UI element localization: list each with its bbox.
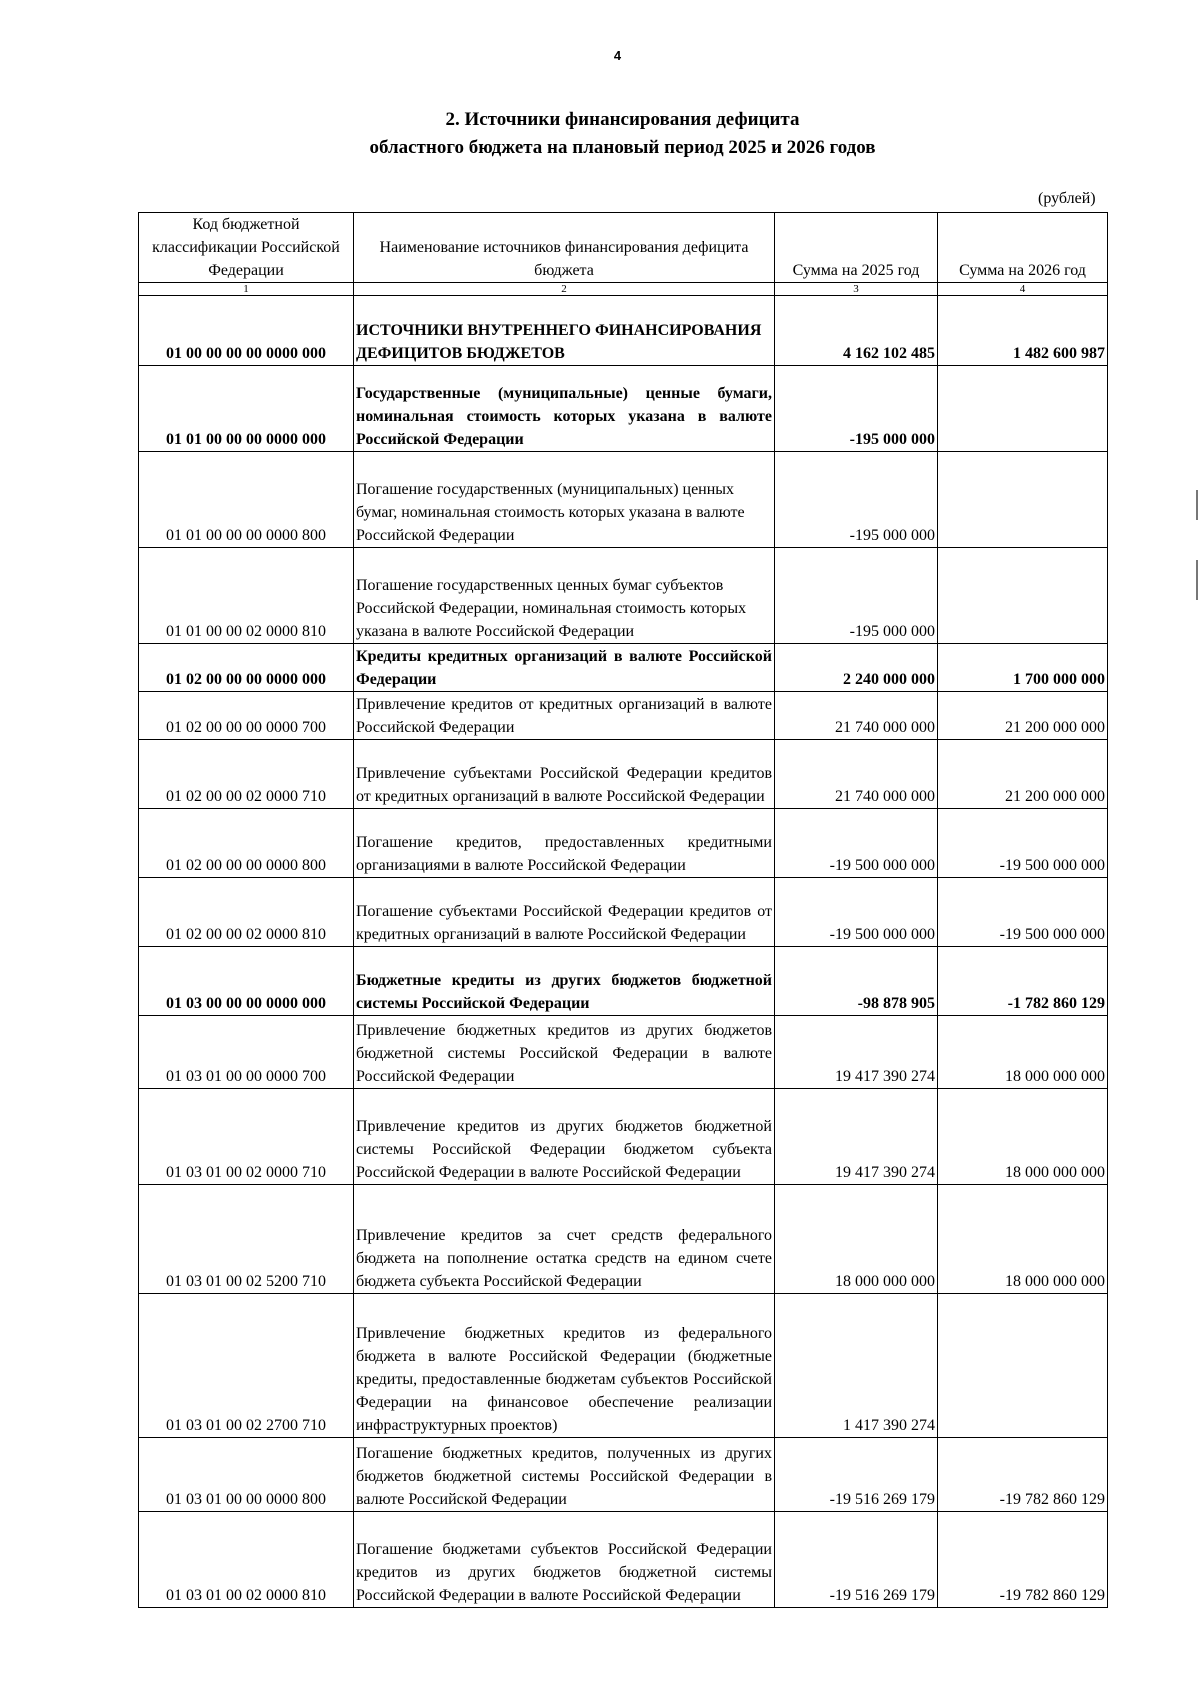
scan-edge-mark: [1196, 560, 1198, 600]
financing-sources-table: [138, 212, 1108, 1608]
row-sum-2026: 1 700 000 000: [938, 644, 1108, 692]
row-name: Привлечение бюджетных кредитов из других бюджетов бюджетной системы Российской Федерации в валюте Российской Федерации: [354, 1016, 775, 1089]
row-code: 01 02 00 00 02 0000 810: [139, 878, 354, 947]
row-name: Кредиты кредитных организаций в валюте Российской Федерации: [354, 644, 775, 692]
row-sum-2026: 21 200 000 000: [938, 692, 1108, 740]
header-sum-2025: Сумма на 2025 год: [775, 213, 938, 283]
row-sum-2025: 21 740 000 000: [775, 740, 938, 809]
row-sum-2026: -1 782 860 129: [938, 947, 1108, 1016]
column-number: 2: [354, 283, 775, 296]
scan-edge-mark: [1196, 490, 1198, 520]
row-name: Бюджетные кредиты из других бюджетов бюджетной системы Российской Федерации: [354, 947, 775, 1016]
row-name: Привлечение кредитов за счет средств федерального бюджета на пополнение остатка средств на едином счете бюджета субъекта Российской Федерации: [354, 1185, 775, 1294]
row-name: Привлечение кредитов из других бюджетов бюджетной системы Российской Федерации бюджетом субъекта Российской Федерации в валюте Российской Федерации: [354, 1089, 775, 1185]
row-sum-2025: -195 000 000: [775, 452, 938, 548]
row-name: Погашение государственных ценных бумаг субъектов Российской Федерации, номинальная стоимость которых указана в валюте Российской Федерации: [354, 548, 775, 644]
row-sum-2025: -19 500 000 000: [775, 878, 938, 947]
table-row: [139, 1512, 1108, 1608]
row-code: 01 01 00 00 00 0000 800: [139, 452, 354, 548]
table-row: [139, 740, 1108, 809]
header-name: Наименование источников финансирования дефицита бюджета: [354, 213, 775, 283]
document-title: [0, 106, 1200, 162]
row-sum-2025: -19 516 269 179: [775, 1438, 938, 1512]
row-sum-2026: -19 500 000 000: [938, 809, 1108, 878]
row-sum-2025: -98 878 905: [775, 947, 938, 1016]
row-name: Привлечение кредитов от кредитных организаций в валюте Российской Федерации: [354, 692, 775, 740]
column-number: 4: [938, 283, 1108, 296]
row-name: Погашение бюджетных кредитов, полученных из других бюджетов бюджетной системы Российской Федерации в валюте Российской Федерации: [354, 1438, 775, 1512]
row-name: Привлечение субъектами Российской Федерации кредитов от кредитных организаций в валюте Российской Федерации: [354, 740, 775, 809]
row-code: 01 02 00 00 00 0000 800: [139, 809, 354, 878]
title-line-2: областного бюджета на плановый период 2025 и 2026 годов: [369, 137, 876, 158]
row-name: Погашение бюджетами субъектов Российской Федерации кредитов из других бюджетов бюджетной системы Российской Федерации в валюте Российской Федерации: [354, 1512, 775, 1608]
header-row: [139, 213, 1108, 283]
table-row: [139, 1185, 1108, 1294]
row-sum-2025: 4 162 102 485: [775, 296, 938, 366]
row-sum-2025: 21 740 000 000: [775, 692, 938, 740]
page-number: 4: [613, 48, 622, 63]
table-row: [139, 1294, 1108, 1438]
row-sum-2026: -19 500 000 000: [938, 878, 1108, 947]
units-label: (рублей): [1038, 190, 1096, 207]
table-row: [139, 644, 1108, 692]
row-sum-2026: 1 482 600 987: [938, 296, 1108, 366]
row-code: 01 02 00 00 02 0000 710: [139, 740, 354, 809]
row-sum-2026: -19 782 860 129: [938, 1438, 1108, 1512]
row-sum-2026: 18 000 000 000: [938, 1185, 1108, 1294]
row-sum-2025: 19 417 390 274: [775, 1016, 938, 1089]
header-code: Код бюджетной классификации Российской Федерации: [139, 213, 354, 283]
row-name: Погашение субъектами Российской Федерации кредитов от кредитных организаций в валюте Российской Федерации: [354, 878, 775, 947]
row-name: Привлечение бюджетных кредитов из федерального бюджета в валюте Российской Федерации (бюджетные кредиты, предоставленные бюджетам субъектов Российской Федерации на финансовое обеспечение реализации инфраструктурных проектов): [354, 1294, 775, 1438]
row-code: 01 01 00 00 00 0000 000: [139, 366, 354, 452]
row-code: 01 02 00 00 00 0000 700: [139, 692, 354, 740]
row-sum-2025: 1 417 390 274: [775, 1294, 938, 1438]
table-row: [139, 452, 1108, 548]
row-name: Погашение государственных (муниципальных) ценных бумаг, номинальная стоимость которых указана в валюте Российской Федерации: [354, 452, 775, 548]
row-sum-2025: 2 240 000 000: [775, 644, 938, 692]
column-number: 3: [775, 283, 938, 296]
row-sum-2026: 18 000 000 000: [938, 1089, 1108, 1185]
row-sum-2025: 19 417 390 274: [775, 1089, 938, 1185]
row-sum-2026: [938, 452, 1108, 548]
table-row: [139, 947, 1108, 1016]
column-number: 1: [139, 283, 354, 296]
row-code: 01 03 00 00 00 0000 000: [139, 947, 354, 1016]
row-sum-2025: -19 516 269 179: [775, 1512, 938, 1608]
row-code: 01 03 01 00 00 0000 700: [139, 1016, 354, 1089]
table-row: [139, 878, 1108, 947]
row-sum-2025: -195 000 000: [775, 548, 938, 644]
row-sum-2025: -195 000 000: [775, 366, 938, 452]
row-name: Погашение кредитов, предоставленных кредитными организациями в валюте Российской Федерации: [354, 809, 775, 878]
column-number-row: [139, 283, 1108, 296]
row-sum-2026: -19 782 860 129: [938, 1512, 1108, 1608]
table-row: [139, 692, 1108, 740]
table-row: [139, 366, 1108, 452]
table-row: [139, 809, 1108, 878]
row-sum-2026: [938, 1294, 1108, 1438]
row-sum-2025: 18 000 000 000: [775, 1185, 938, 1294]
row-sum-2026: 18 000 000 000: [938, 1016, 1108, 1089]
row-code: 01 03 01 00 00 0000 800: [139, 1438, 354, 1512]
row-sum-2026: [938, 548, 1108, 644]
row-sum-2025: -19 500 000 000: [775, 809, 938, 878]
row-code: 01 03 01 00 02 0000 710: [139, 1089, 354, 1185]
table-row: [139, 296, 1108, 366]
row-code: 01 03 01 00 02 2700 710: [139, 1294, 354, 1438]
row-code: 01 00 00 00 00 0000 000: [139, 296, 354, 366]
title-line-1: 2. Источники финансирования дефицита: [445, 109, 800, 130]
table-row: [139, 548, 1108, 644]
row-name: Государственные (муниципальные) ценные бумаги, номинальная стоимость которых указана в валюте Российской Федерации: [354, 366, 775, 452]
row-code: 01 02 00 00 00 0000 000: [139, 644, 354, 692]
header-sum-2026: Сумма на 2026 год: [938, 213, 1108, 283]
table-row: [139, 1089, 1108, 1185]
row-sum-2026: 21 200 000 000: [938, 740, 1108, 809]
row-code: 01 03 01 00 02 0000 810: [139, 1512, 354, 1608]
table-row: [139, 1438, 1108, 1512]
row-code: 01 01 00 00 02 0000 810: [139, 548, 354, 644]
table-row: [139, 1016, 1108, 1089]
row-sum-2026: [938, 366, 1108, 452]
row-name: ИСТОЧНИКИ ВНУТРЕННЕГО ФИНАНСИРОВАНИЯ ДЕФИЦИТОВ БЮДЖЕТОВ: [354, 296, 775, 366]
row-code: 01 03 01 00 02 5200 710: [139, 1185, 354, 1294]
